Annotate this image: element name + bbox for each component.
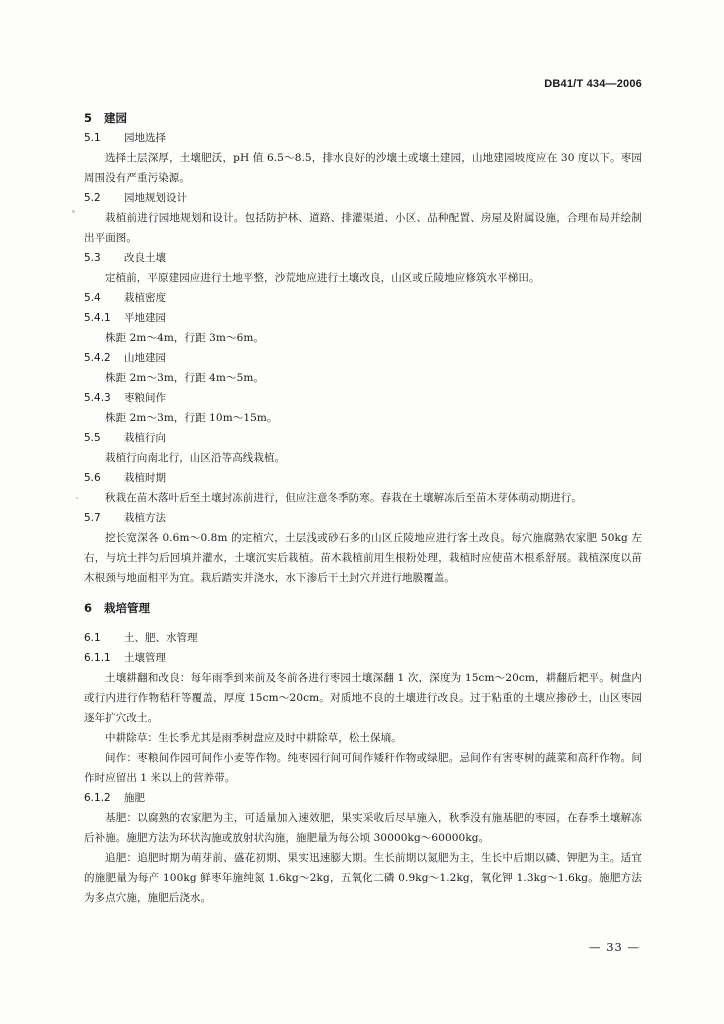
section-heading <box>84 128 642 148</box>
section-title: 园地选择 <box>124 132 166 144</box>
paragraph: 挖长宽深各 0.6m～0.8m 的定植穴，土层浅或砂石多的山区丘陵地应进行客土改良。每穴施腐熟农家肥 50kg 左右，与坑土拌匀后回填并灌水，土壤沉实后栽植。苗木栽植前用生根粉处理，栽植时应使苗木根系舒展。栽植深度以苗木根颈与地面相平为宜。栽后踏实并浇水，水下渗后干土封穴并进行地膜覆盖。 <box>84 532 642 584</box>
spacer <box>84 588 642 598</box>
section-heading <box>84 308 642 328</box>
section-number: 5.1 <box>84 132 101 144</box>
paragraph: 基肥：以腐熟的农家肥为主，可适量加入速效肥，果实采收后尽早施入，秋季没有施基肥的枣园，在春季土壤解冻后补施。施肥方法为环状沟施或放射状沟施，施肥量为每公顷 30000kg～60000kg。 <box>84 812 642 844</box>
section-title: 土壤管理 <box>124 652 166 664</box>
paragraph: 株距 2m～4m，行距 3m～6m。 <box>105 332 265 344</box>
section-heading <box>84 248 642 268</box>
page-number: — 33 — <box>589 940 640 954</box>
section-heading <box>84 188 642 208</box>
paragraph: 定植前，平原建园应进行土地平整，沙荒地应进行土壤改良，山区或丘陵地应修筑水平梯田。 <box>105 272 540 284</box>
document-body <box>84 108 642 908</box>
section-number: 5.6 <box>84 472 101 484</box>
paragraph: 土壤耕翻和改良：每年雨季到来前及冬前各进行枣园土壤深翻 1 次，深度为 15cm～20cm，耕翻后耙平。树盘内或行内进行作物秸秆等覆盖，厚度 15cm～20cm。对质地不良的土壤进行改良。过于粘重的土壤应掺砂土，山区枣园逐年扩穴改土。 <box>84 672 642 724</box>
section-title: 施肥 <box>124 792 145 804</box>
section-title: 栽植密度 <box>124 292 166 304</box>
section-heading <box>84 348 642 368</box>
chapter-number: 6 <box>84 601 93 615</box>
section-number: 5.4.3 <box>84 392 111 404</box>
section-number: 5.4.2 <box>84 352 111 364</box>
chapter-heading <box>84 108 642 128</box>
paragraph: 中耕除草：生长季尤其是雨季树盘应及时中耕除草，松土保墒。 <box>105 732 402 744</box>
section-heading <box>84 428 642 448</box>
chapter-title: 栽培管理 <box>104 601 150 615</box>
section-heading <box>84 388 642 408</box>
paragraph: 株距 2m～3m，行距 10m～15m。 <box>105 412 278 424</box>
section-number: 5.5 <box>84 432 101 444</box>
chapter-title: 建园 <box>104 111 127 125</box>
section-title: 改良土壤 <box>124 252 166 264</box>
paragraph: 株距 2m～3m，行距 4m～5m。 <box>105 372 265 384</box>
section-number: 5.3 <box>84 252 101 264</box>
section-title: 平地建园 <box>124 312 166 324</box>
section-number: 5.4.1 <box>84 312 111 324</box>
paragraph: 追肥：追肥时期为萌芽前、盛花初期、果实迅速膨大期。生长前期以氮肥为主，生长中后期以磷、钾肥为主。适宜的施肥量为每产 100kg 鲜枣年施纯氮 1.6kg～2kg，五氧化二磷 0.9kg～1.2kg，氧化钾 1.3kg～1.6kg。施肥方法为多点穴施，施肥后浇水。 <box>84 852 642 904</box>
section-number: 6.1.1 <box>84 652 111 664</box>
paragraph: 间作：枣粮间作园可间作小麦等作物。纯枣园行间可间作矮秆作物或绿肥。忌间作有害枣树的蔬菜和高秆作物。间作时应留出 1 米以上的营养带。 <box>84 752 642 784</box>
document-code: DB41/T 434—2006 <box>544 78 642 90</box>
section-number: 6.1.2 <box>84 792 111 804</box>
section-number: 5.4 <box>84 292 101 304</box>
paragraph: 选择土层深厚，土壤肥沃，pH 值 6.5～8.5，排水良好的沙壤土或壤土建园，山地建园坡度应在 30 度以下。枣园周围没有严重污染源。 <box>84 152 642 184</box>
scan-speck <box>76 497 78 499</box>
section-title: 土、肥、水管理 <box>124 632 198 644</box>
section-number: 5.2 <box>84 192 101 204</box>
section-heading <box>84 508 642 528</box>
section-heading <box>84 628 642 648</box>
section-heading <box>84 468 642 488</box>
scan-speck <box>72 210 75 213</box>
section-title: 枣粮间作 <box>124 392 166 404</box>
section-title: 栽植行向 <box>124 432 166 444</box>
section-heading <box>84 288 642 308</box>
chapter-heading <box>84 598 642 618</box>
section-number: 6.1 <box>84 632 101 644</box>
section-title: 栽植时期 <box>124 472 166 484</box>
section-number: 5.7 <box>84 512 101 524</box>
section-title: 栽植方法 <box>124 512 166 524</box>
paragraph: 秋栽在苗木落叶后至土壤封冻前进行，但应注意冬季防寒。春栽在土壤解冻后至苗木芽体萌动期进行。 <box>105 492 582 504</box>
section-heading <box>84 648 642 668</box>
section-heading <box>84 788 642 808</box>
paragraph: 栽植前进行园地规划和设计。包括防护林、道路、排灌渠道、小区、品种配置、房屋及附属设施，合理布局并绘制出平面图。 <box>84 212 642 244</box>
section-title: 山地建园 <box>124 352 166 364</box>
chapter-number: 5 <box>84 111 93 125</box>
paragraph: 栽植行向南北行，山区沿等高线栽植。 <box>105 452 286 464</box>
section-title: 园地规划设计 <box>124 192 187 204</box>
spacer <box>84 618 642 628</box>
